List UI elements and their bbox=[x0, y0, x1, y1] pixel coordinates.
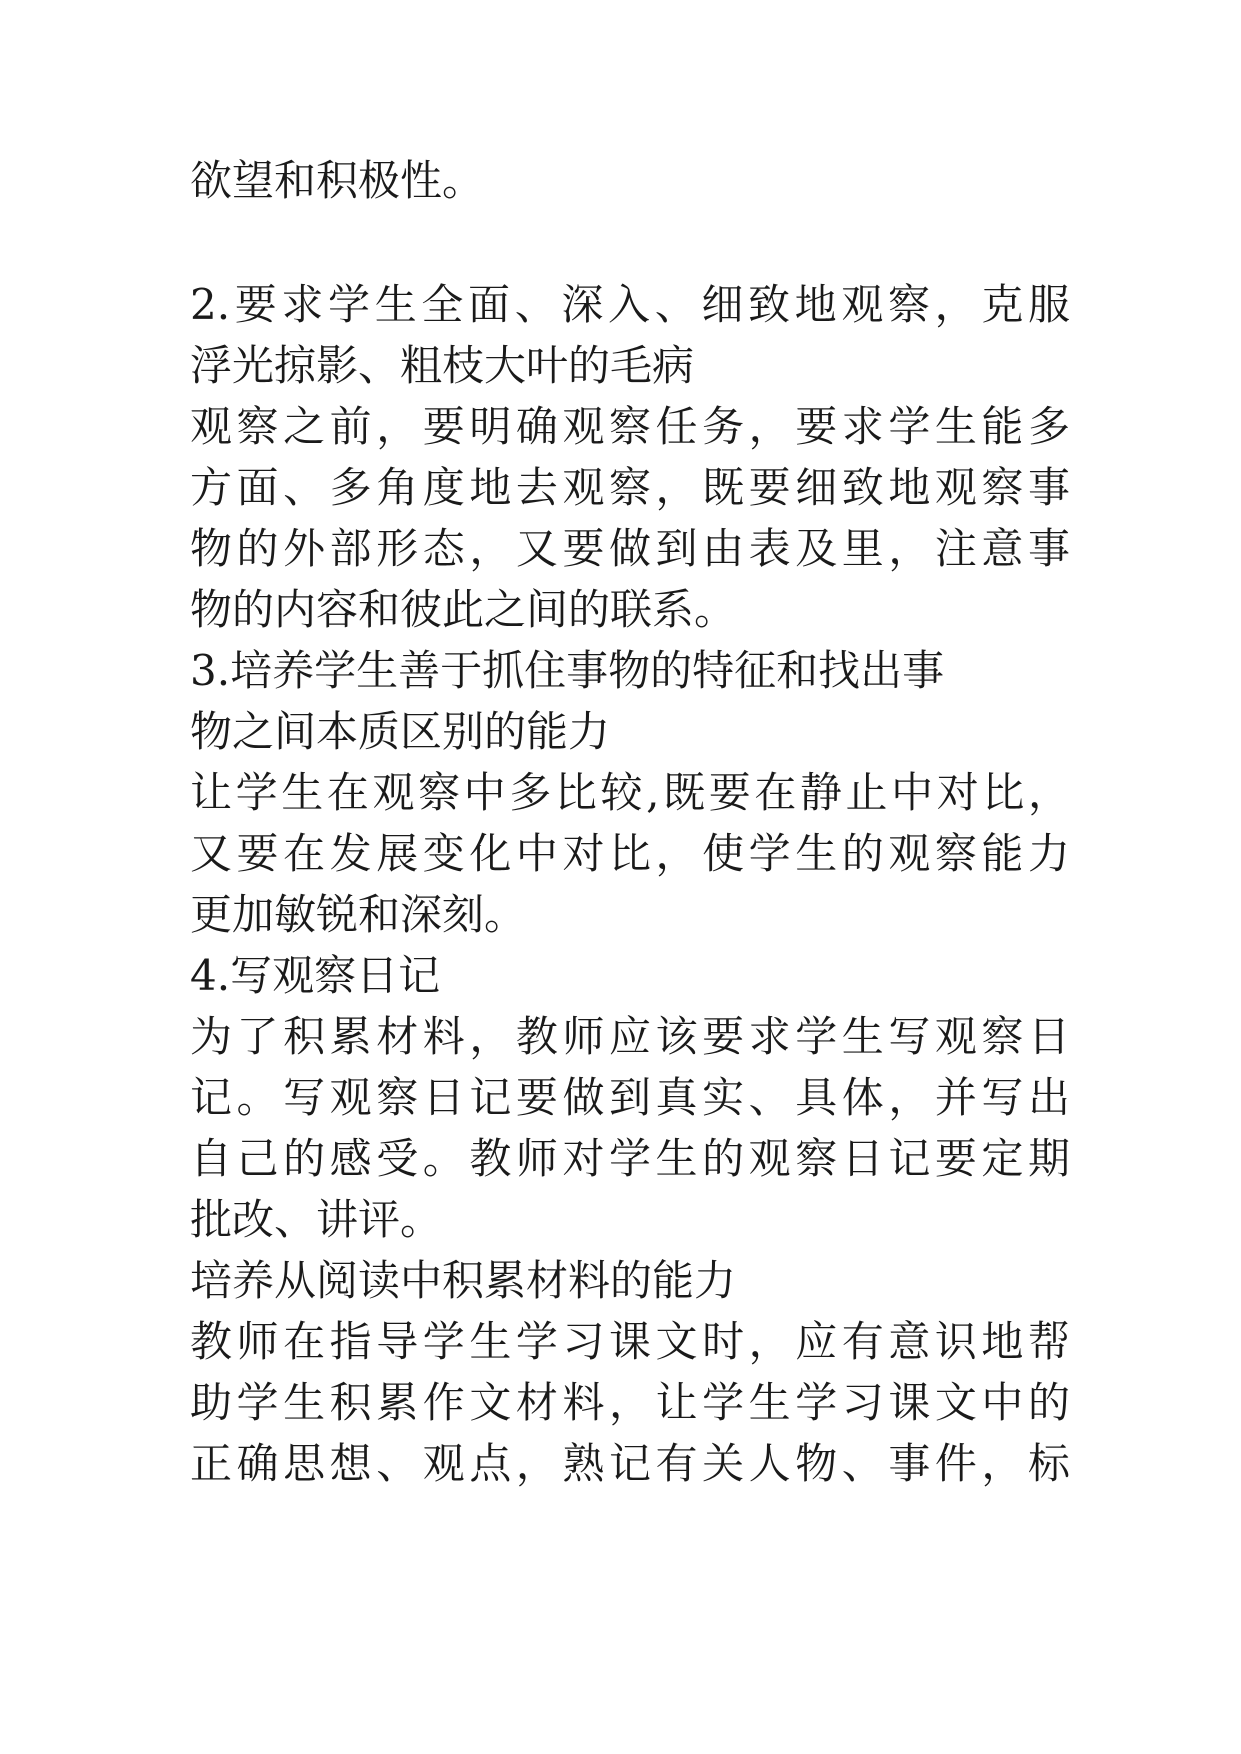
text-line: 4.写观察日记 bbox=[190, 951, 441, 1000]
text-line: 记。写观察日记要做到真实、具体，并写出 bbox=[190, 1073, 1070, 1122]
text-line: 批改、讲评。 bbox=[190, 1195, 443, 1244]
document-body bbox=[190, 150, 1070, 1494]
text-line: 方面、多角度地去观察，既要细致地观察事 bbox=[190, 463, 1070, 512]
text-line: 物之间本质区别的能力 bbox=[190, 707, 611, 756]
text-line: 自己的感受。教师对学生的观察日记要定期 bbox=[190, 1134, 1070, 1183]
blank-line bbox=[190, 211, 1070, 274]
text-line: 欲望和积极性。 bbox=[190, 156, 485, 205]
text-line: 培养从阅读中积累材料的能力 bbox=[190, 1256, 737, 1305]
text-line: 3.培养学生善于抓住事物的特征和找出事 bbox=[190, 646, 945, 695]
text-line: 2.要求学生全面、深入、细致地观察，克服 bbox=[190, 280, 1070, 329]
text-line: 更加敏锐和深刻。 bbox=[190, 890, 527, 939]
text-line: 物的内容和彼此之间的联系。 bbox=[190, 585, 737, 634]
text-line: 物的外部形态，又要做到由表及里，注意事 bbox=[190, 524, 1070, 573]
text-line: 浮光掠影、粗枝大叶的毛病 bbox=[190, 341, 695, 390]
text-line: 助学生积累作文材料，让学生学习课文中的 bbox=[190, 1378, 1070, 1427]
text-line: 正确思想、观点，熟记有关人物、事件，标 bbox=[190, 1439, 1070, 1488]
text-line: 教师在指导学生学习课文时，应有意识地帮 bbox=[190, 1317, 1070, 1366]
text-line: 观察之前，要明确观察任务，要求学生能多 bbox=[190, 402, 1070, 451]
text-line: 又要在发展变化中对比，使学生的观察能力 bbox=[190, 829, 1070, 878]
text-line: 为了积累材料，教师应该要求学生写观察日 bbox=[190, 1012, 1070, 1061]
text-line: 让学生在观察中多比较,既要在静止中对比， bbox=[190, 768, 1070, 817]
